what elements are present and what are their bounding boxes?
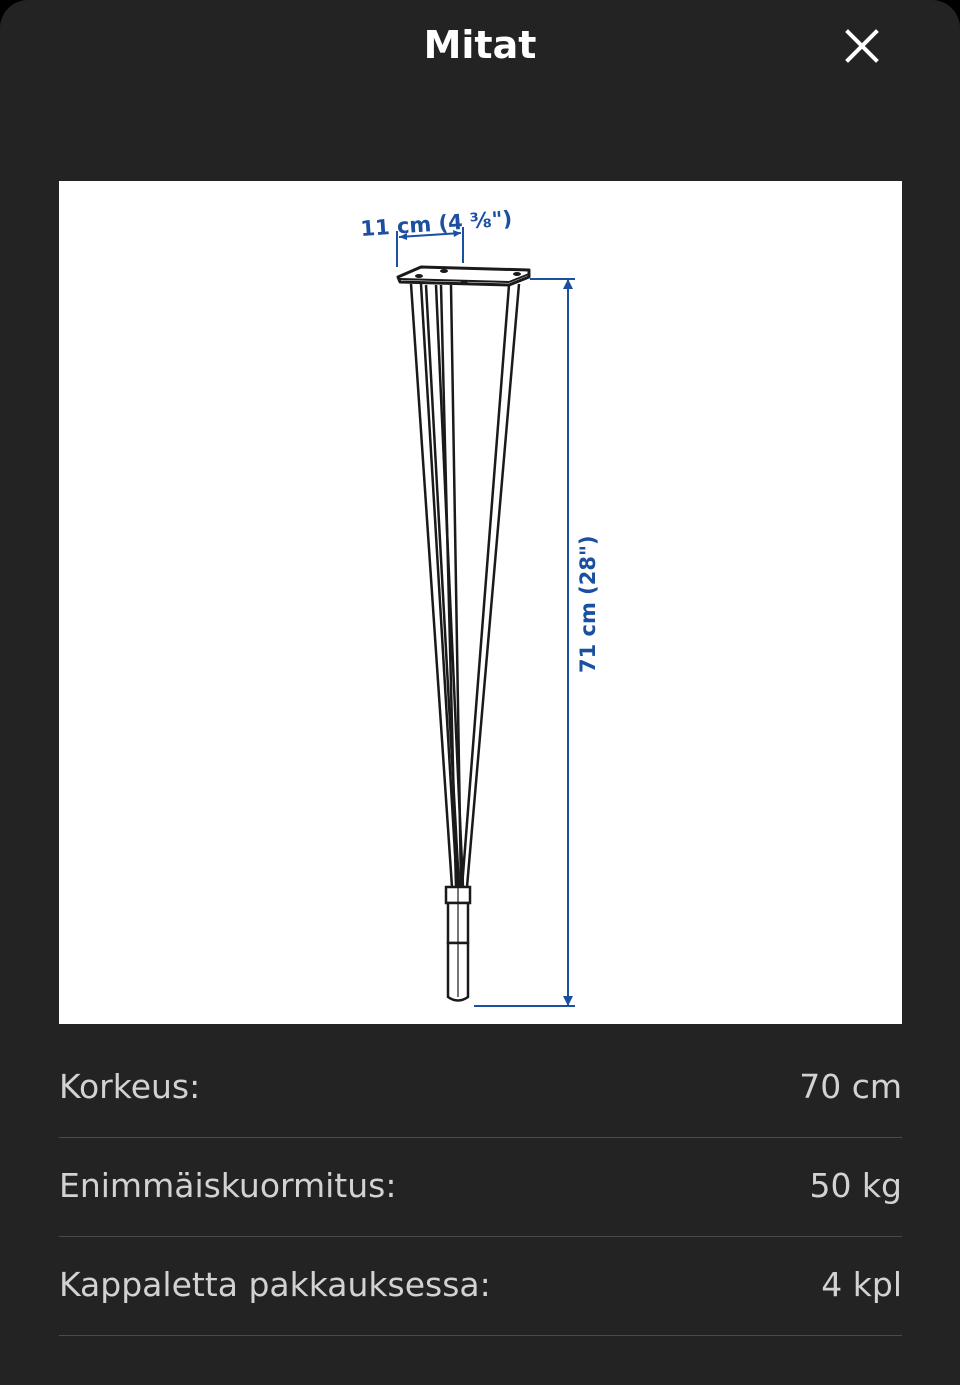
list-item	[59, 1238, 902, 1336]
dimension-value: 70 cm	[799, 1067, 902, 1106]
mounting-plate	[398, 267, 529, 285]
sheet-header	[0, 0, 960, 92]
height-dimension	[474, 279, 600, 1006]
dimension-label: Enimmäiskuormitus:	[59, 1166, 397, 1205]
dimension-diagram	[59, 181, 902, 1024]
width-label: 11 cm (4 ⅜")	[359, 206, 513, 241]
leg-rods	[411, 284, 519, 887]
list-item	[59, 1139, 902, 1237]
dimension-label: Korkeus:	[59, 1067, 201, 1106]
list-item	[59, 1040, 902, 1138]
page-title: Mitat	[423, 23, 537, 67]
table-leg-drawing	[59, 181, 902, 1024]
dimension-label: Kappaletta pakkauksessa:	[59, 1265, 491, 1304]
dimension-value: 4 kpl	[821, 1265, 902, 1304]
close-icon	[845, 29, 879, 63]
dimension-value: 50 kg	[809, 1166, 902, 1205]
close-button[interactable]	[832, 16, 892, 76]
dimensions-list	[59, 1040, 902, 1337]
width-dimension	[360, 206, 513, 267]
leg-foot	[446, 887, 470, 1001]
height-label: 71 cm (28")	[576, 535, 600, 673]
